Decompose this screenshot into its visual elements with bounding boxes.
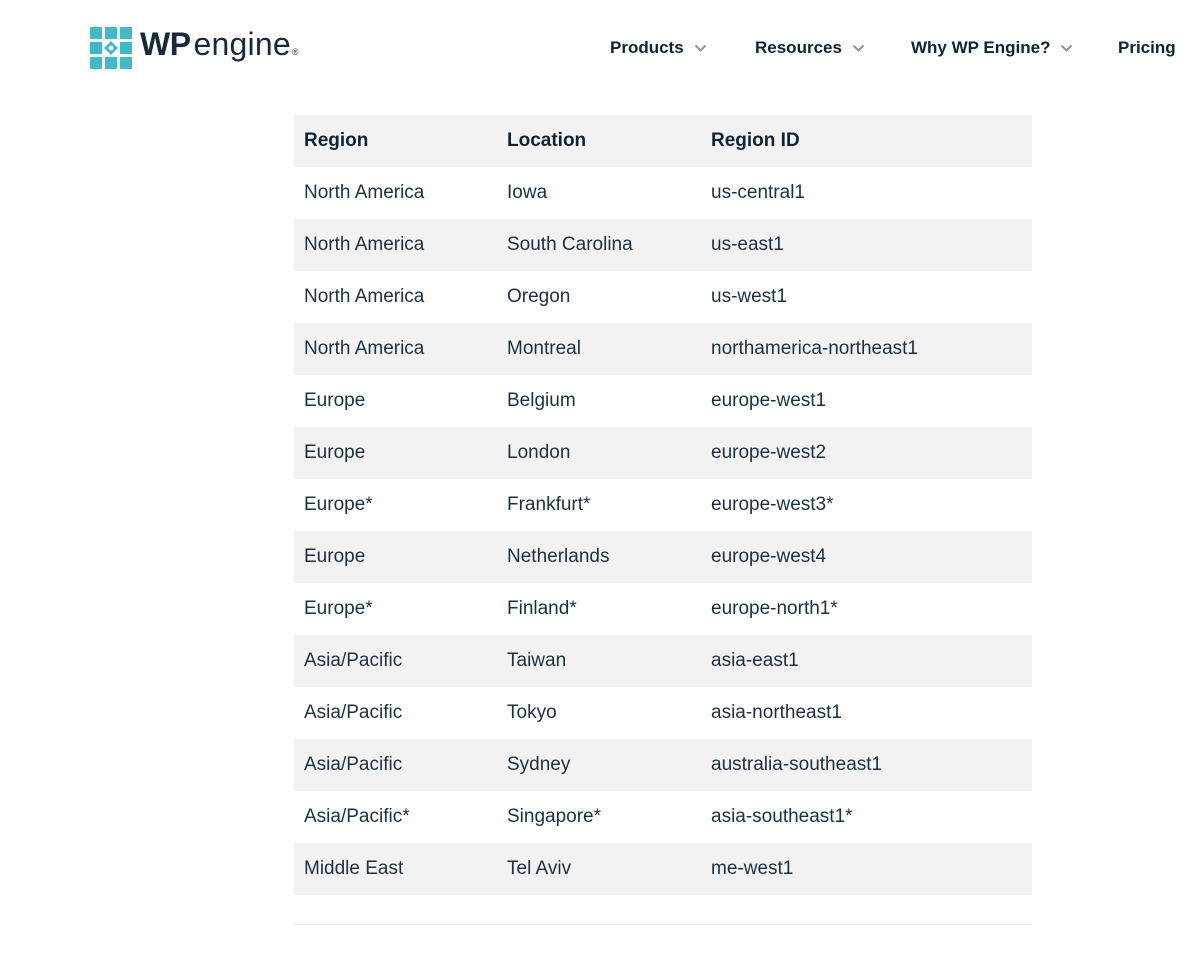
table-row bbox=[294, 583, 1032, 635]
location-cell: Montreal bbox=[507, 338, 581, 359]
nav-item-label: Why WP Engine? bbox=[911, 38, 1051, 57]
table-row bbox=[294, 739, 1032, 791]
region-cell: Europe bbox=[304, 442, 366, 463]
table-row bbox=[294, 843, 1032, 895]
table-row bbox=[294, 167, 1032, 219]
chevron-down-icon bbox=[852, 44, 865, 53]
region-cell: Asia/Pacific bbox=[304, 702, 403, 723]
region-cell: North America bbox=[304, 234, 425, 255]
region-cell: Middle East bbox=[304, 858, 404, 879]
region-id-cell: asia-southeast1* bbox=[711, 806, 853, 827]
location-cell: London bbox=[507, 442, 571, 463]
location-cell: Iowa bbox=[507, 182, 548, 203]
region-cell: Europe* bbox=[304, 598, 373, 619]
table-row bbox=[294, 687, 1032, 739]
location-cell: Tel Aviv bbox=[507, 858, 572, 879]
region-id-cell: me-west1 bbox=[711, 858, 794, 879]
location-cell: Tokyo bbox=[507, 702, 557, 723]
nav-item-resources[interactable] bbox=[755, 34, 865, 62]
region-cell: Asia/Pacific* bbox=[304, 806, 410, 827]
region-id-cell: europe-north1* bbox=[711, 598, 838, 619]
nav-item-label: Resources bbox=[755, 38, 842, 57]
location-cell: Sydney bbox=[507, 754, 571, 775]
nav-item-label: Pricing bbox=[1118, 38, 1176, 57]
region-id-cell: europe-west3* bbox=[711, 494, 834, 515]
region-id-cell: us-west1 bbox=[711, 286, 788, 307]
location-cell: South Carolina bbox=[507, 234, 633, 255]
region-cell: Asia/Pacific bbox=[304, 754, 403, 775]
column-header-region: Region bbox=[304, 130, 369, 151]
location-cell: Netherlands bbox=[507, 546, 610, 567]
table-row bbox=[294, 427, 1032, 479]
logo-wordmark-wp: WP bbox=[140, 26, 191, 62]
region-id-cell: europe-west1 bbox=[711, 390, 827, 411]
main-nav bbox=[0, 34, 1200, 62]
region-id-cell: australia-southeast1 bbox=[711, 754, 883, 775]
nav-item-why-wp-engine[interactable] bbox=[911, 34, 1073, 62]
region-cell: Europe bbox=[304, 546, 366, 567]
region-id-cell: northamerica-northeast1 bbox=[711, 338, 918, 359]
location-cell: Oregon bbox=[507, 286, 571, 307]
chevron-down-icon bbox=[1060, 44, 1073, 53]
logo-registered-mark: ® bbox=[291, 47, 299, 57]
location-cell: Finland* bbox=[507, 598, 577, 619]
column-header-location: Location bbox=[507, 130, 587, 151]
location-cell: Singapore* bbox=[507, 806, 602, 827]
logo-wordmark-engine: engine bbox=[193, 26, 291, 62]
column-header-region-id: Region ID bbox=[711, 130, 800, 151]
nav-item-products[interactable] bbox=[610, 34, 707, 62]
table-row bbox=[294, 635, 1032, 687]
table-row bbox=[294, 323, 1032, 375]
table-row bbox=[294, 271, 1032, 323]
table-header-row bbox=[294, 115, 1032, 167]
table-row bbox=[294, 219, 1032, 271]
region-id-cell: europe-west2 bbox=[711, 442, 827, 463]
region-id-cell: asia-northeast1 bbox=[711, 702, 842, 723]
region-cell: Europe bbox=[304, 390, 366, 411]
chevron-down-icon bbox=[694, 44, 707, 53]
region-cell: Europe* bbox=[304, 494, 373, 515]
divider bbox=[294, 924, 1032, 925]
nav-item-pricing[interactable] bbox=[1118, 34, 1176, 62]
region-id-cell: asia-east1 bbox=[711, 650, 799, 671]
location-cell: Frankfurt* bbox=[507, 494, 591, 515]
region-cell: North America bbox=[304, 286, 425, 307]
table-row bbox=[294, 479, 1032, 531]
location-cell: Taiwan bbox=[507, 650, 567, 671]
table-row bbox=[294, 791, 1032, 843]
nav-item-label: Products bbox=[610, 38, 684, 57]
location-cell: Belgium bbox=[507, 390, 576, 411]
table-row bbox=[294, 531, 1032, 583]
site-header bbox=[0, 0, 1200, 95]
table-row bbox=[294, 375, 1032, 427]
region-cell: North America bbox=[304, 182, 425, 203]
regions-table bbox=[294, 115, 1032, 895]
region-id-cell: europe-west4 bbox=[711, 546, 827, 567]
region-id-cell: us-central1 bbox=[711, 182, 805, 203]
region-cell: Asia/Pacific bbox=[304, 650, 403, 671]
region-cell: North America bbox=[304, 338, 425, 359]
region-id-cell: us-east1 bbox=[711, 234, 784, 255]
